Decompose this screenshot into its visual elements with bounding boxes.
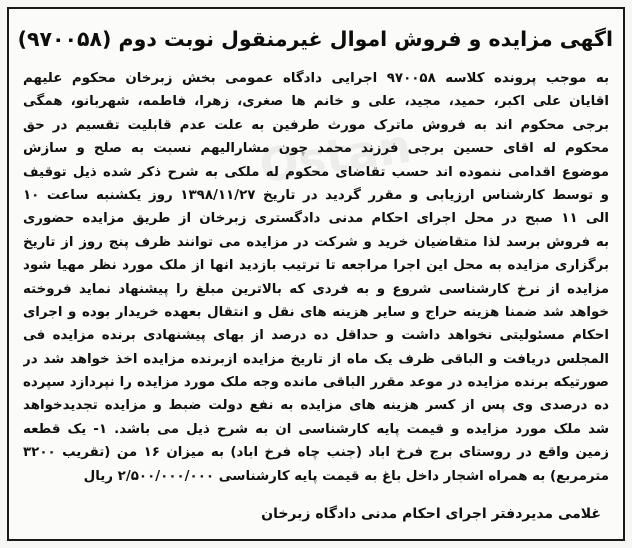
signature: غلامی مدیردفتر اجرای احکام مدنی دادگاه زبرخان	[261, 506, 601, 522]
notice-line: زمین واقع در روستای برج فرخ اباد (جنب چاه فرخ اباد) به میزان ۱۶ من (تقریب ۳۲۰۰	[23, 445, 609, 461]
notice-line: شد ملک مورد مزایده و قیمت پایه کارشناسی ان به شرح ذیل می باشد. ۱- یک قطعه	[23, 421, 609, 437]
notice-line: المجلس دریافت و الباقی ظرف یک ماه از تاریخ مزایده ازبرنده مزایده اخذ خواهد شد در	[23, 351, 609, 367]
notice-line: محکوم له اقای حسین برجی فرزند محمد چون مشارالیهم نسبت به صلح و سازش	[23, 141, 609, 157]
notice-line: ده درصدی وی پس از کسر هزینه های مزایده به نفع دولت ضبط و مزایده تجدیدخواهد	[23, 398, 609, 414]
notice-title: اگهی مزایده و فروش اموال غیرمنقول نوبت دوم (۹۷۰۰۵۸)	[17, 27, 613, 51]
notice-line: اقایان علی اکبر، حمید، مجید، علی و خانم ها صغری، زهرا، فاطمه، شهربانو، همگی	[23, 94, 609, 110]
notice-line: صورتیکه برنده مزایده در موعد مقرر الباقی مانده وجه ملک مورد مزایده را نپردازد سپرده	[23, 375, 609, 391]
notice-body	[23, 67, 609, 488]
notice-line: موضوع اقدامی ننموده اند حسب تقاضای محکوم له ملکی به شرح ذکر شده ذیل توقیف	[23, 164, 609, 180]
notice-line: مزایده از نرخ کارشناسی شروع و به فردی که بالاترین مبلغ را پیشنهاد نماید فروخته	[23, 281, 609, 297]
notice-frame	[7, 7, 625, 541]
notice-line: به موجب پرونده کلاسه ۹۷۰۰۵۸ اجرایی دادگاه عمومی بخش زبرخان محکوم علیهم	[23, 71, 609, 86]
notice-line: مترمربع) به همراه اشجار داخل باغ به قیمت پایه کارشناسی ۲/۵۰۰/۰۰۰/۰۰۰ ریال	[83, 468, 609, 484]
notice-line: برجی محکوم اند به فروش ماترک مورث طرفین به علت عدم قابلیت تقسیم در حق	[23, 117, 609, 133]
notice-line: و توسط کارشناس ارزیابی و مقرر گردید در تاریخ ۱۳۹۸/۱۱/۲۷ روز یکشنبه ساعت ۱۰	[23, 187, 609, 203]
notice-line: برگزاری مزایده به محل این اجرا مراجعه تا ترتیب بازدید انها از ملک مورد نظر مهیا شود	[23, 258, 609, 274]
notice-line: به فروش برسد لذا متقاضیان خرید و شرکت در مزایده می توانند ظرف پنج روز از تاریخ	[23, 234, 609, 250]
notice-line: احکام مسئولیتی نخواهد داشت و حداقل ده درصد از بهای پیشنهادی برنده مزایده فی	[23, 328, 609, 344]
notice-line: خواهد شد ضمنا هزینه حراج و سایر هزینه های نقل و انتقال بعهده خریدار بوده و اجرای	[23, 304, 609, 320]
watermark: Ostan	[255, 118, 415, 194]
notice-line: الی ۱۱ صبح در محل اجرای احکام مدنی دادگستری زبرخان از طریق مزایده حضوری	[23, 211, 609, 227]
